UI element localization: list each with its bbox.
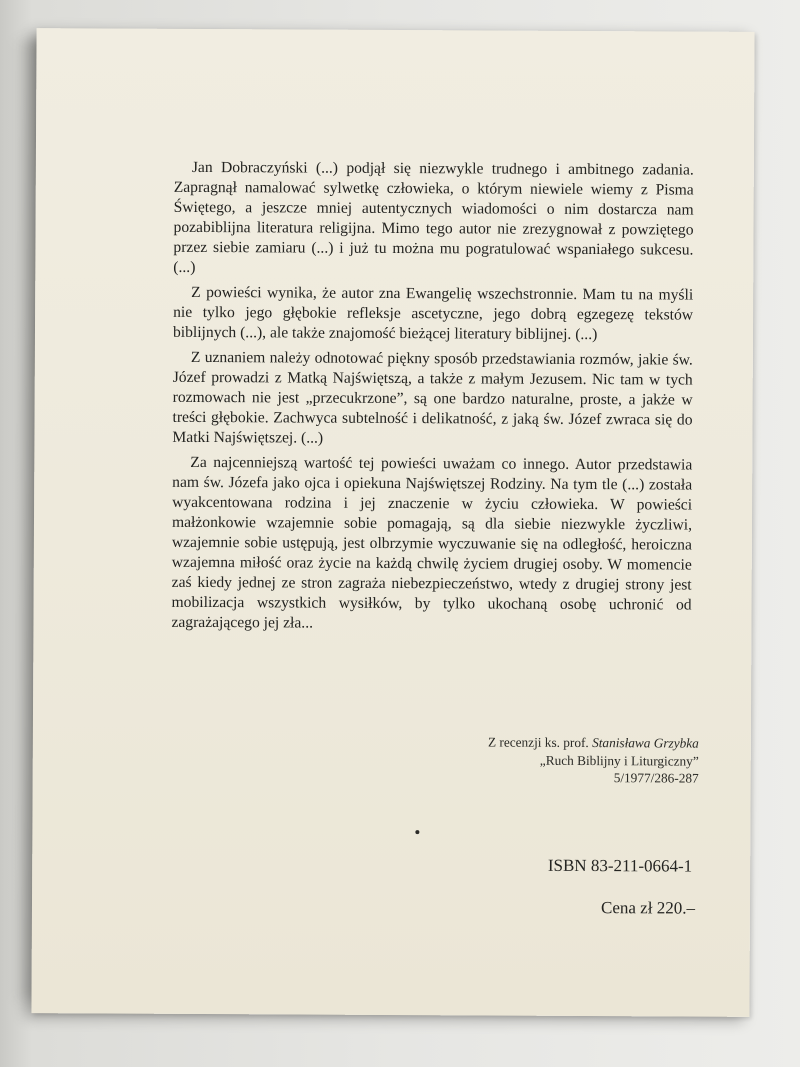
isbn-number: ISBN 83-211-0664-1 — [547, 855, 693, 876]
price-label: Cena zł 220.– — [600, 898, 696, 918]
review-attribution — [413, 733, 699, 787]
print-dot — [415, 830, 419, 834]
attribution-journal: „Ruch Biblijny i Liturgiczny” — [539, 752, 699, 769]
attribution-line-1 — [413, 733, 699, 752]
review-paragraph-3: Z uznaniem należy odnotować piękny sposób przedstawiania rozmów, jakie św. Józef prowadzi z Matką Najświętszą, a także z małym Jezusem. Nic tam w tych rozmowach nie jest „przecukrzone”, są one bardzo naturalne, proste, a jakże w treści głębokie. Zachwyca subtelność i delikatność, z jaką św. Józef zwraca się do Matki Najświętszej. (...) — [172, 348, 693, 447]
attribution-author: Stanisława Grzybka — [592, 735, 699, 751]
review-paragraph-2: Z powieści wynika, że autor zna Ewangelię wszechstronnie. Mam tu na myśli nie tylko jego głębokie refleksje ascetyczne, jego dobrą egzegezę tekstów biblijnych (...), ale także znajomość bieżącej literatury biblijnej. (...) — [172, 283, 694, 344]
attribution-prefix: Z recenzji ks. prof. — [487, 734, 593, 751]
review-paragraph-1: Jan Dobraczyński (...) podjął się niezwykle trudnego i ambitnego zadania. Zapragnął namalować sylwetkę człowieka, o którym niewiele wiemy z Pisma Świętego, a jeszcze mniej autentycznych wiadomości o nim dostarcza nam pozabiblijna literatura religijna. Mimo tego autor nie zrezygnował z powziętego przez siebie zamiaru (...) i już tu można mu pogratulować wspaniałego sukcesu. (...) — [173, 158, 694, 276]
review-paragraph-4: Za najcenniejszą wartość tej powieści uważam co innego. Autor przedstawia nam św. Józefa jako ojca i opiekuna Najświętszej Rodziny. Na tym tle (...) została wyakcentowana rodzina i jej znaczenie w życiu człowieka. W powieści małżonkowie wzajemnie sobie pomagają, są dla siebie niezwykle życzliwi, wzajemnie sobie ustępują, jest olbrzymie wyczuwanie się na odległość, heroiczna wzajemna miłość oraz życie na każdą chwilę życiem drugiej osoby. W momencie zaś kiedy jednej ze stron zagraża niebezpieczeństwo, wtedy z drugiej strony jest mobilizacja wszystkich wysiłków, by tylko ukochaną osobę uchronić od zagrażającego jej zła... — [171, 453, 693, 632]
attribution-reference: 5/1977/286-287 — [613, 770, 699, 786]
book-back-cover — [31, 28, 754, 1017]
review-text — [171, 158, 694, 641]
